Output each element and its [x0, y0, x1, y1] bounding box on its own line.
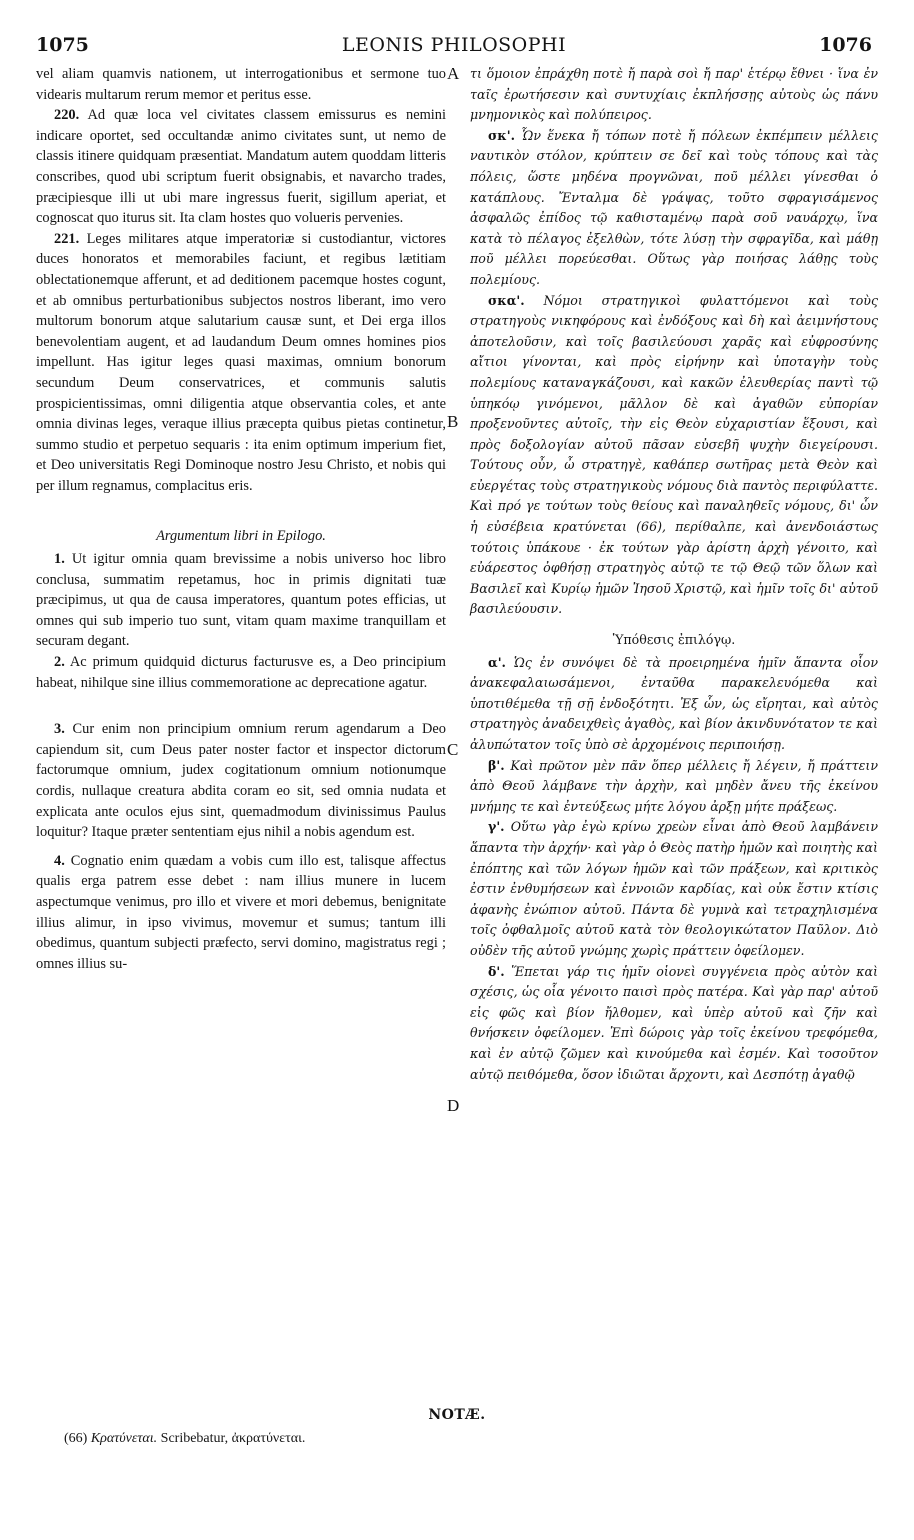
paragraph-text: Cur enim non principium omnium rerum agendarum a Deo capiendum sit, cum Deus pater noster factor et inspector dictorum factorumque omnium, judex cogitationum omnium notionumque cordis, nullaque creatura abdita coram eo sit, sed omnia nudata et explicata ante oculos ejus sint, quemadmodum divinissimus Paulus loquitur? Itaque præter sententiam ejus nihil a nobis agendum est.	[36, 721, 447, 841]
latin-paragraph-221	[36, 229, 446, 497]
greek-paragraph-221	[470, 291, 878, 621]
greek-column	[470, 64, 878, 1085]
greek-paragraph-2	[470, 756, 878, 818]
paragraph-number: α'.	[488, 654, 506, 670]
latin-paragraph: vel aliam quamvis nationem, ut interrogationibus et sermone tuo videaris multarum rerum memor et peritus esse.	[36, 66, 446, 103]
paragraph-number: 4.	[54, 852, 65, 869]
margin-letter-c: C	[447, 740, 459, 759]
running-title: LEONIS PHILOSOPHI	[341, 34, 567, 56]
paragraph-number: σκα'.	[488, 292, 525, 308]
paragraph-text: Νόμοι στρατηγικοὶ φυλαττόμενοι καὶ τοὺς στρατηγοὺς νικηφόρους καὶ ἐνδόξους καὶ δὴ καὶ ἀειμνήστους ἀποτελοῦσιν, καὶ τοῖς βασιλεύουσι χαρᾶς καὶ εὐφροσύνης αἴτιοι γίνονται, καὶ πρὸς εἰρήνην καὶ ὑποταγὴν τοὺς πολεμίους καταναγκάζουσι, καὶ κακῶν ἐλευθερίας παντὶ τῷ ὑπηκόῳ γινόμενοι, μᾶλλον δὲ καὶ ἀγαθῶν εὐπορίαν προξενοῦντες αὐτοῖς, τὴν εἰς Θεὸν εὐχαριστίαν ἕξουσι, καὶ πρὸς δοξολογίαν αὐτοῦ πᾶσαν εὐσεβῆ ψυχὴν διεγείρουσι. Τούτους οὖν, ὦ στρατηγὲ, καθάπερ σωτῆρας μετὰ Θεὸν καὶ εὐεργέτας τοὺς στρατηγικοὺς νόμους διὰ παντὸς περιφύλαττε. Καὶ πρό γε τούτων τοὺς θείους καὶ παναληθεῖς νόμους, δι' ὧν ἡ εὐσέβεια κρατύνεται (66), περίθαλπε, καὶ ἀνενδοιάστως τούτοις ὑπάκουε · ἐκ τούτων γὰρ ἀρίστη ἀρχὴ γένοιτο, καὶ εὐάρεστος ὀφθήσῃ στρατηγὸς αὐτῷ τε τῷ Θεῷ τῶν ὅλων καὶ Βασιλεῖ καὶ Κυρίῳ ἡμῶν Ἰησοῦ Χριστῷ, καὶ ἡμῖν τοῖς δι' αὐτοῦ βασιλεύουσιν.	[470, 292, 878, 617]
paragraph-text: Ad quæ loca vel civitates classem emissurus es nemini indicare oportet, sed occultandæ animo civitates sunt, ut nemo de classis itinere quidquam præsentiat. Mandatum autem quoddam litteris conscribes, quod ubi scriptum fuerit obsignabis, et navarcho trades, præcipiesque illi ut ubi mare ingressus fuerit, sigillum aperiat, et cognoscat quo iturus sit. Ita clam hostes quo volueris pervenies.	[36, 107, 446, 227]
footnote-text: Scribebatur, ἀκρατύνεται.	[160, 1431, 306, 1446]
margin-letter-a: A	[447, 64, 460, 83]
paragraph-number: 2.	[54, 654, 65, 671]
margin-letter-d: D	[447, 1096, 460, 1115]
notes-title: NOTÆ.	[428, 1407, 486, 1423]
margin-letter-b: B	[447, 412, 459, 431]
paragraph-number: δ'.	[488, 963, 505, 979]
paragraph-number: 220.	[54, 107, 80, 124]
paragraph-text: Καὶ πρῶτον μὲν πᾶν ὅπερ μέλλεις ἤ λέγειν, ἤ πράττειν ἀπὸ Θεοῦ λάμβανε τὴν ἀρχὴν, καὶ μηδὲν ἄνευ τῆς ἐκείνου μνήμης τε καὶ ἐντεύξεως μήτε λόγου ἀρξῃ μήτε πράξεως.	[470, 757, 878, 814]
paragraph-text: Leges militares atque imperatoriæ si custodiantur, victores duces honoratos et memorabiles faciunt, et regibus lætitiam oblectationemque afferunt, et ad deditionem pacemque hostes cogunt, et ab omnibus perturbationibus subjectos nostros liberant, imo vero multorum bonorum atque salutarium causæ sunt, et Dei erga illos benevolentiam augent, et ad laudandum Deum omnes homines pios impellunt. Has igitur leges quasi maximas, omnium bonorum secundum Deum conservatrices, et communis salutis prospicientissimas, omni diligentia atque observantia coles, et ante omnia divinas leges, veraque illius præcepta quibus pietas continetur, summo studio et perpetuo sequaris : ita enim optimum imperium fiet, et Deo universitatis Regi Dominoque nostro Jesu Christo, et nobis qui per illum regnamus, complacitus eris.	[36, 230, 447, 494]
paragraph-text: Ut igitur omnia quam brevissime a nobis universo hoc libro conclusa, summatim repetamus, hoc in primis dignitati tuæ præcipimus, ut qua de causa imperatores, quantum potes efficias, ut omnes qui sub imperio tuo sunt, vitam quam maxime tranquillam et securam degant.	[36, 551, 446, 650]
latin-paragraph-1	[36, 549, 446, 652]
paragraph-number: σκ'.	[488, 127, 515, 143]
latin-paragraph-2	[36, 652, 446, 693]
paragraph-number: β'.	[488, 757, 505, 773]
latin-paragraph-220	[36, 105, 446, 229]
paragraph-text: Ἕπεται γάρ τις ἡμῖν οἱονεὶ συγγένεια πρὸς αὐτὸν καὶ σχέσις, ὡς οἷα γένοιτο παισὶ πρὸς πατέρα. Καὶ γὰρ παρ' αὐτοῦ εἰς φῶς καὶ βίον ἤλθομεν, καὶ ὑπὲρ αὐτοῦ καὶ ζῆν καὶ θνήσκειν ὀφείλομεν. Ἐπὶ δώροις γὰρ τοῖς ἐκείνου τρεφόμεθα, καὶ ἐν αὐτῷ ζῶμεν καὶ κινούμεθα καὶ ἐσμέν. Καὶ τοσοῦτον αὐτῷ πειθόμεθα, ὅσον ἰδιῶται ἄρχοντι, καὶ Δεσπότῃ ἀγαθῷ	[470, 963, 878, 1082]
greek-paragraph-3	[470, 817, 878, 961]
footnote-number: (66)	[64, 1431, 88, 1446]
paragraph-text: Ὡς ἐν συνόψει δὲ τὰ προειρημένα ἡμῖν ἅπαντα οἷον ἀνακεφαλαιωσάμενοι, ἐνταῦθα παρακελευόμεθα καὶ ὑποτιθέμεθα τῇ σῇ ἐνδοξότητι. Ἐξ ὧν, ὡς εἴρηται, καὶ αὐτὸς στρατηγὸς ἀναδειχθεὶς ἀγαθὸς, καὶ βίον ἀκινδυνότατον τε καὶ ἀλυπώτατον τοῖς ὑπὸ σὲ ἀρχομένοις περιποιήσῃ.	[470, 654, 878, 752]
footnote	[64, 1431, 305, 1447]
greek-paragraph-4	[470, 962, 878, 1086]
paragraph-number: 221.	[54, 230, 80, 247]
latin-paragraph-4	[36, 851, 446, 975]
greek-paragraph: τι ὅμοιον ἐπράχθη ποτὲ ἤ παρὰ σοὶ ἤ παρ' ἑτέρῳ ἔθνει · ἵνα ἐν ταῖς ἐρωτήσεσιν καὶ συντυχίαις ἐκπλήσσῃς αὐτοὺς ὡς πάνυ μνημονικὸς καὶ πολύπειρος.	[470, 66, 878, 123]
running-header	[36, 34, 872, 60]
paragraph-number: γ'.	[488, 819, 505, 835]
greek-paragraph-220	[470, 126, 878, 291]
paragraph-text: Οὕτω γὰρ ἐγὼ κρίνω χρεὼν εἶναι ἀπὸ Θεοῦ λαμβάνειν ἅπαντα τὴν ἀρχήν· καὶ γὰρ ὁ Θεὸς πατὴρ ἡμῶν καὶ ποιητὴς καὶ ἐπόπτης καὶ τῶν λόγων ἡμῶν καὶ τῶν πράξεων, καὶ κριτικὸς ἐστιν ἐνθυμήσεων καὶ ἐννοιῶν καρδίας, καὶ οὐκ ἔστιν κτίσις ἀφανὴς ἐνώπιον αὐτοῦ. Πάντα δὲ γυμνὰ καὶ τετραχηλισμένα τοῖς ὀφθαλμοῖς αὐτοῦ κατὰ τὸν θεολογικώτατον Παῦλον. Διὸ οὐδὲν τῆς αὐτοῦ γνώμης χωρὶς πράττειν ὀφείλομεν.	[470, 819, 878, 958]
section-title: Argumentum libri in Epilogo.	[156, 528, 326, 545]
page-number-left: 1075	[36, 34, 89, 56]
paragraph-number: 3.	[54, 721, 65, 738]
latin-paragraph-3	[36, 719, 446, 843]
section-title: Ὑπόθεσις ἐπιλόγῳ.	[612, 632, 736, 648]
greek-paragraph-1	[470, 653, 878, 756]
paragraph-text: Ac primum quidquid dicturus facturusve es, a Deo principium habeat, nihilque sine illius commemoratione ac deprecatione agatur.	[36, 654, 446, 691]
latin-column	[36, 64, 446, 974]
paragraph-number: 1.	[54, 551, 65, 568]
paragraph-text: Ὧν ἕνεκα ἤ τόπων ποτὲ ἤ πόλεων ἐκπέμπειν μέλλεις ναυτικὸν στόλον, κρύπτειν σε δεῖ καὶ τοὺς τόπους καὶ τὰς πόλεις, ὥστε μηδένα προγνῶναι, ποῦ μέλλει γίνεσθαι ὁ κατάπλους. Ἔνταλμα δὲ γράψας, τοῦτο σφραγισάμενος ἀσφαλῶς ἐπίδος τῷ καθισταμένῳ παρὰ σοῦ ναυάρχῳ, ἵνα κατὰ τὸ πέλαγος ἐξελθὼν, τότε λύσῃ τὴν σφραγῖδα, καὶ μάθῃ ποῦ μέλλει πορεύεσθαι. Οὕτως γὰρ ποιήσας λάθῃς τοὺς πολεμίους.	[470, 127, 878, 287]
paragraph-text: Cognatio enim quædam a vobis cum illo est, talisque affectus qualis erga patrem esse debet : nam illius munere in lucem aspectumque venimus, pro illo et vivere et mori debemus, benignitate illius alimur, in ipso vivimus, movemur et sumus; tantum illi obedimus, quantum subjecti præfecto, servi domino, magistratus regi ; omnes illius su-	[36, 852, 446, 972]
footnote-headword: Κρατύνεται.	[90, 1431, 158, 1446]
page-number-right: 1076	[819, 34, 872, 56]
